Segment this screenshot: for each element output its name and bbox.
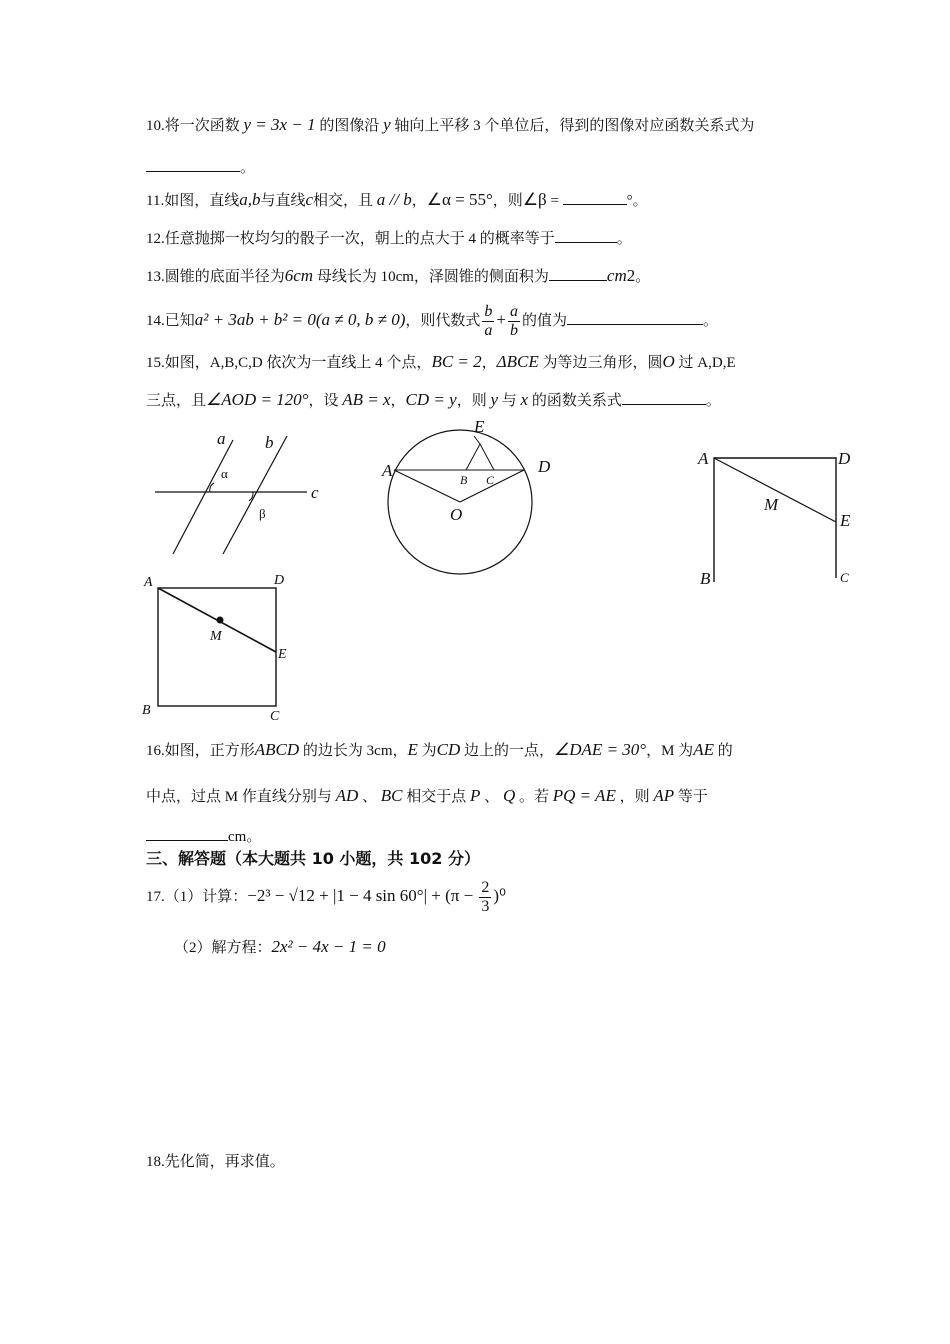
figure-square-left (140, 568, 310, 728)
label-c: C (486, 473, 495, 487)
question-16-line2: 中点，过点 M 作直线分别与 AD 、 BC 相交于点 P 、 Q 。若 PQ = AE ，则 AP 等于 (146, 786, 708, 805)
label-c: C (270, 709, 280, 724)
q13-blank[interactable] (549, 266, 607, 281)
point-m (217, 617, 224, 624)
fraction-b-over-a: $\frac{b}{a}$ (484, 303, 493, 340)
label-b: B (142, 703, 151, 718)
question-15-line1: 15.如图，A,B,C,D 依次为一直线上 4 个点，BC = 2，ΔBCE 为等边三角形，圆O 过 A,D,E (146, 352, 736, 371)
label-e: E (474, 417, 485, 436)
question-13: 13.圆锥的底面半径为6cm 母线长为 10cm，泽圆锥的侧面积为 cm2。 (146, 266, 651, 285)
question-11: 11.如图，直线a,b与直线c相交，且 a // b，∠α = 55°，则∠β = °。 (146, 190, 648, 209)
angle-alpha-arc (210, 483, 214, 492)
label-d: D (274, 573, 285, 588)
square-frame (714, 458, 836, 582)
figure-parallel-lines (145, 428, 345, 568)
q14-blank[interactable] (567, 310, 703, 325)
q15-blank[interactable] (622, 390, 706, 405)
label-d: D (838, 449, 851, 468)
label-beta: β (259, 506, 266, 521)
question-17-part2: （2）解方程：2x² − 4x − 1 = 0 (174, 937, 386, 956)
label-o: O (450, 505, 463, 524)
label-c: c (311, 483, 319, 502)
question-15-line2: 三点，且∠AOD = 120°，设 AB = x，CD = y，则 y 与 x 的函数关系式 。 (146, 390, 721, 409)
segment-e (474, 436, 480, 444)
q10-blank[interactable] (146, 157, 240, 172)
question-14: 14.已知a² + 3ab + b² = 0(a ≠ 0, b ≠ 0)，则代数式 $\frac{b}{a}$ + $\frac{a}{b}$ 的值为 。 (146, 303, 718, 340)
square-abcd (158, 588, 276, 706)
q10-expr: y = 3x − 1 (243, 115, 316, 134)
question-18: 18.先化简，再求值。 (146, 1154, 285, 1170)
figure-square-right (696, 444, 866, 594)
label-m: M (210, 629, 222, 644)
label-a: A (382, 461, 393, 480)
question-12: 12.任意抛掷一枚均匀的骰子一次，朝上的点大于 4 的概率等于 。 (146, 228, 632, 249)
q11-blank[interactable] (563, 190, 627, 205)
q10-answer-line: 。 (146, 157, 255, 178)
radius-oa (394, 470, 460, 502)
q16-blank[interactable] (146, 826, 228, 841)
label-a: a (217, 429, 226, 448)
fraction-a-over-b: $\frac{a}{b}$ (509, 303, 518, 340)
label-alpha: α (221, 466, 228, 481)
label-e: E (278, 647, 287, 662)
question-17-part1: 17.（1）计算：−2³ − √12 + |1 − 4 sin 60°| + (π − $\frac{2}{3}$ )⁰ (146, 879, 506, 916)
label-b: B (460, 473, 468, 487)
label-m: M (764, 495, 779, 514)
line-b (223, 436, 287, 554)
question-16-line1: 16.如图，正方形ABCD 的边长为 3cm，E 为CD 边上的一点，∠DAE = 30°，M 为AE 的 (146, 740, 733, 759)
label-a: A (144, 575, 153, 590)
fraction-two-thirds: $\frac{2}{3}$ (481, 879, 490, 916)
label-b: B (700, 569, 711, 588)
line-a (173, 440, 233, 554)
figure-circle (378, 418, 578, 578)
label-e: E (840, 511, 851, 530)
label-c: C (840, 570, 849, 585)
triangle-bce (466, 444, 494, 470)
q12-blank[interactable] (555, 228, 617, 243)
section-heading: 三、解答题（本大题共 10 小题，共 102 分） (146, 849, 480, 868)
label-d: D (538, 457, 551, 476)
label-a: A (698, 449, 709, 468)
q16-answer-line: cm。 (146, 826, 261, 847)
question-10: 10.将一次函数 y = 3x − 1 的图像沿 y 轴向上平移 3 个单位后，得到的图像对应函数关系式为 (146, 115, 755, 134)
label-b: b (265, 433, 274, 452)
